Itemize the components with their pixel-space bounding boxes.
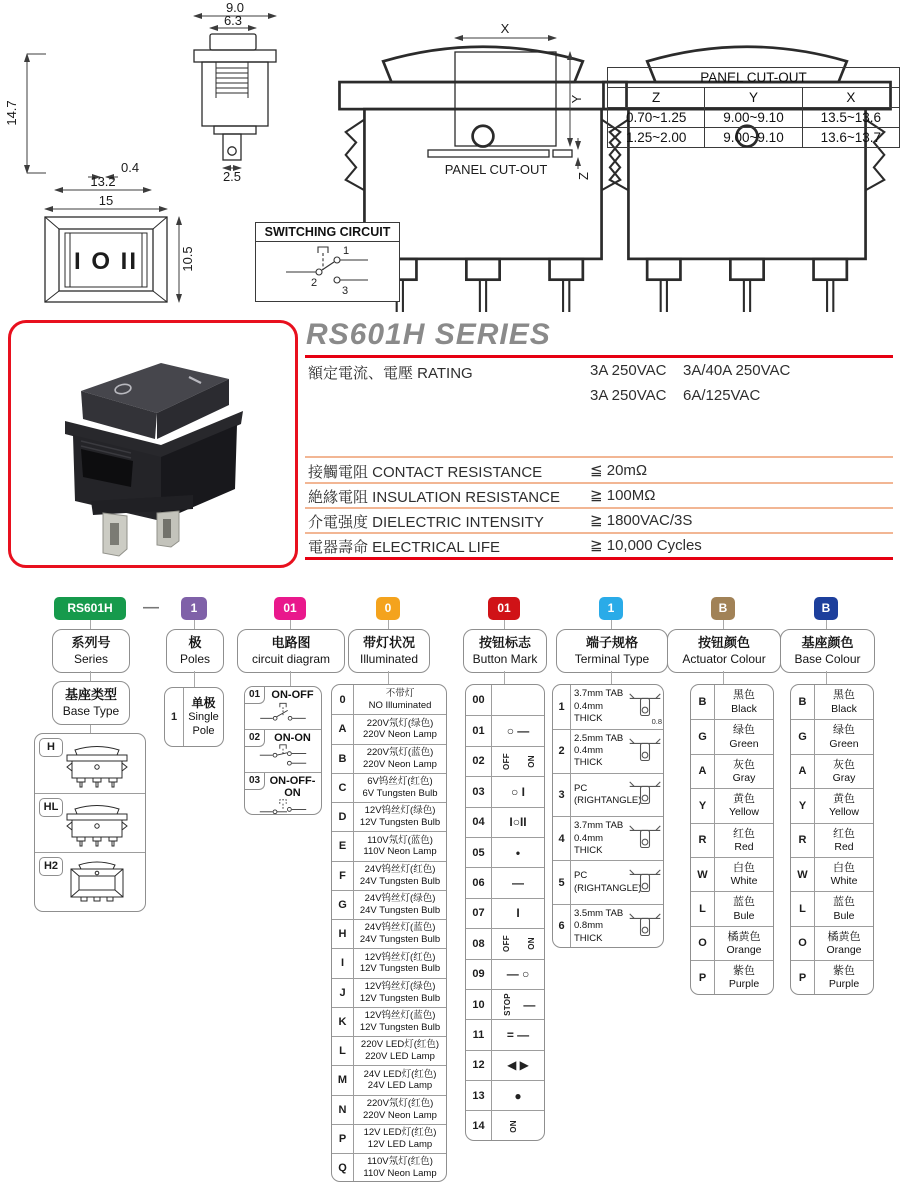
switching-circuit-diagram — [256, 242, 399, 300]
spec-label: 接觸電阻 CONTACT RESISTANCE — [308, 464, 543, 481]
button-mark-row — [466, 776, 544, 806]
terminal-code: 6 — [553, 905, 571, 948]
colour-code: Y — [691, 789, 715, 822]
button-mark-symbol: — ○ — [506, 967, 530, 982]
colour-desc: 白色 White — [730, 861, 758, 888]
button-mark-symbol: = — — [506, 1027, 530, 1042]
illuminated-code: E — [332, 832, 354, 860]
switching-circuit-title: SWITCHING CIRCUIT — [256, 223, 399, 242]
colour-desc: 红色 Red — [833, 827, 855, 853]
button-mark-symbol: • — [515, 845, 521, 860]
label-terminal-cn: 端子规格 — [585, 635, 638, 651]
circuit-code: 03 — [245, 773, 265, 790]
illuminated-code: 0 — [332, 685, 354, 714]
terminal-row: 1 3.7mm TAB 0.4mm THICK 0.8 — [553, 685, 663, 729]
terminal-icon — [627, 735, 663, 768]
colour-row — [791, 823, 873, 857]
button-mark-row — [466, 1050, 544, 1080]
illuminated-desc: 12V钨丝灯(红色) 12V Tungsten Bulb — [359, 951, 441, 975]
colour-row — [791, 926, 873, 960]
label-base-colour — [780, 629, 875, 673]
colour-row — [691, 685, 773, 719]
colour-desc: 黄色 Yellow — [729, 793, 759, 819]
contact-1-label: 1 — [343, 245, 350, 257]
button-mark-code: 03 — [466, 777, 492, 806]
spec-value: ≧ 1800VAC/3S — [590, 512, 693, 529]
illuminated-row — [332, 1065, 446, 1094]
spec-value: ≧ 100MΩ — [590, 487, 656, 504]
panel-cutout-table — [607, 67, 900, 148]
label-series-en: Series — [73, 652, 108, 667]
colour-code: L — [691, 892, 715, 925]
actuator-colour-table — [690, 684, 774, 995]
terminal-icon — [627, 778, 663, 811]
label-base-colour-cn: 基座颜色 — [801, 635, 854, 651]
rating-value: 6A/125VAC — [683, 387, 761, 404]
button-mark-code: 01 — [466, 716, 492, 745]
base-type-cn: 基座类型 — [64, 687, 117, 703]
label-illuminated-en: Illuminated — [359, 652, 419, 667]
code-badge-circuit: 01 — [274, 597, 306, 620]
colour-code: W — [791, 858, 815, 891]
button-mark-row — [466, 867, 544, 897]
colour-code: O — [791, 927, 815, 960]
dim-pin-thickness: 0.4 — [121, 160, 140, 175]
divider — [305, 355, 893, 358]
button-mark-symbol: ○ — — [506, 724, 530, 739]
label-illuminated — [348, 629, 430, 673]
button-mark-row — [466, 1080, 544, 1110]
button-mark-symbol: ◀ ▶ — [507, 1058, 529, 1073]
illuminated-desc: 12V钨丝灯(绿色) 12V Tungsten Bulb — [359, 980, 441, 1004]
terminal-row — [553, 860, 663, 904]
button-mark-code: 09 — [466, 960, 492, 989]
colour-row — [791, 788, 873, 822]
dim-height: 14.7 — [4, 100, 19, 126]
illuminated-row — [332, 685, 446, 714]
label-poles — [166, 629, 224, 673]
table-cell: 0.70~1.25 — [608, 108, 705, 128]
code-badge-series: RS601H — [54, 597, 126, 620]
table-cell: 1.25~2.00 — [608, 128, 705, 148]
rating-value: 3A 250VAC — [590, 387, 667, 404]
illuminated-code: N — [332, 1096, 354, 1124]
switching-circuit-box — [255, 222, 400, 302]
colour-code: R — [791, 824, 815, 857]
circuit-symbol-on-on — [248, 744, 318, 768]
illuminated-desc: 110V氖灯(红色) 110V Neon Lamp — [363, 1156, 437, 1180]
label-actuator-colour-cn: 按钮颜色 — [697, 635, 750, 651]
button-mark-symbol: STOP — — [502, 993, 536, 1017]
colour-desc: 橘黄色 Orange — [726, 930, 762, 957]
label-actuator-colour-en: Actuator Colour — [682, 652, 766, 667]
colour-code: Y — [791, 789, 815, 822]
illuminated-row — [332, 861, 446, 890]
switch-icon — [61, 739, 133, 789]
colour-code: B — [791, 685, 815, 719]
spec-label: 介電强度 DIELECTRIC INTENSITY — [308, 514, 544, 531]
illuminated-row — [332, 802, 446, 831]
illuminated-desc: 110V氖灯(蓝色) 110V Neon Lamp — [363, 834, 437, 858]
colour-row — [691, 719, 773, 753]
label-base-colour-en: Base Colour — [794, 652, 861, 667]
illuminated-row — [332, 948, 446, 977]
terminal-code: 3 — [553, 774, 571, 817]
colour-desc: 橘黄色 Orange — [826, 930, 862, 957]
button-mark-code: 02 — [466, 747, 492, 776]
button-mark-row — [466, 989, 544, 1019]
colour-row — [791, 685, 873, 719]
rating-value: 3A/40A 250VAC — [683, 362, 791, 379]
terminal-code: 4 — [553, 817, 571, 860]
button-mark-row — [466, 685, 544, 715]
rating-value: 3A 250VAC — [590, 362, 667, 379]
base-type-box — [52, 681, 130, 725]
button-mark-row — [466, 898, 544, 928]
button-mark-row — [466, 715, 544, 745]
colour-row — [791, 857, 873, 891]
panel-cutout-caption: PANEL CUT-OUT — [444, 162, 548, 177]
button-mark-row — [466, 928, 544, 958]
circuit-row-on-off-on — [245, 772, 321, 814]
colour-desc: 黄色 Yellow — [829, 793, 859, 819]
terminal-type-table — [552, 684, 664, 948]
contact-2-label: 2 — [311, 277, 318, 289]
colour-row — [691, 891, 773, 925]
colour-desc: 紫色 Purple — [728, 965, 760, 991]
button-mark-code: 00 — [466, 685, 492, 715]
col-header-x: X — [802, 88, 899, 108]
illuminated-code: K — [332, 1008, 354, 1036]
illuminated-desc: 不带灯 NO Illuminated — [368, 687, 432, 711]
colour-row — [791, 754, 873, 788]
illuminated-row — [332, 1095, 446, 1124]
label-poles-cn: 极 — [188, 635, 202, 651]
colour-row — [691, 788, 773, 822]
switch-icon — [61, 857, 133, 907]
illuminated-desc: 12V LED灯(红色) 12V LED Lamp — [363, 1127, 437, 1150]
code-badge-base-colour: B — [814, 597, 838, 620]
terminal-row — [553, 904, 663, 948]
terminal-icon — [627, 910, 663, 943]
illuminated-row — [332, 1153, 446, 1182]
base-type-models-table — [34, 733, 146, 912]
dim-pin-span: 13.2 — [90, 174, 116, 189]
label-button-mark — [463, 629, 547, 673]
illuminated-table — [331, 684, 447, 1182]
colour-code: A — [791, 755, 815, 788]
circuit-symbol-on-off-on — [248, 799, 318, 815]
terminal-desc: 2.5mm TAB 0.4mm THICK — [574, 732, 624, 769]
colour-desc: 黑色 Black — [831, 689, 857, 715]
terminal-desc: 3.7mm TAB 0.4mm THICK — [574, 688, 624, 725]
illuminated-row — [332, 831, 446, 860]
illuminated-desc: 220V氖灯(绿色) 220V Neon Lamp — [363, 717, 437, 741]
circuit-label: ON-ON — [274, 732, 311, 745]
divider — [305, 507, 893, 509]
colour-desc: 白色 White — [830, 861, 858, 888]
button-mark-symbol: ○ I — [511, 784, 525, 799]
col-header-y: Y — [705, 88, 802, 108]
illuminated-row — [332, 744, 446, 773]
button-mark-row — [466, 807, 544, 837]
button-mark-code: 14 — [466, 1111, 492, 1140]
poles-cn: 单极 — [191, 696, 216, 711]
illuminated-row — [332, 890, 446, 919]
model-code-hl: HL — [39, 798, 63, 817]
illuminated-desc: 220V氖灯(蓝色) 220V Neon Lamp — [363, 746, 437, 770]
table-cell: 13.5~13.6 — [802, 108, 899, 128]
dim-face-height: 10.5 — [180, 246, 195, 272]
illuminated-code: A — [332, 715, 354, 743]
button-mark-symbol: OFF ON — [502, 935, 536, 953]
base-colour-table — [790, 684, 874, 995]
colour-desc: 黑色 Black — [731, 689, 757, 715]
illuminated-row — [332, 978, 446, 1007]
illuminated-code: L — [332, 1037, 354, 1065]
rating-label: 額定電流、電壓 RATING — [308, 365, 473, 382]
side-view-drawing — [194, 16, 276, 168]
code-badge-actuator-colour: B — [711, 597, 735, 620]
colour-code: L — [791, 892, 815, 925]
spec-value: ≧ 10,000 Cycles — [590, 537, 702, 554]
switch-icon — [61, 798, 133, 848]
colour-desc: 灰色 Gray — [832, 758, 856, 785]
illuminated-desc: 24V钨丝灯(绿色) 24V Tungsten Bulb — [359, 893, 441, 916]
illuminated-desc: 24V钨丝灯(蓝色) 24V Tungsten Bulb — [359, 922, 441, 946]
illuminated-desc: 220V氖灯(红色) 220V Neon Lamp — [363, 1097, 437, 1121]
poles-en: Single Pole — [188, 711, 219, 738]
circuit-diagram-table — [244, 686, 322, 815]
label-terminal — [556, 629, 668, 673]
illuminated-code: B — [332, 745, 354, 773]
illuminated-code: P — [332, 1125, 354, 1153]
model-code-h2: H2 — [39, 857, 63, 876]
circuit-row-on-on — [245, 729, 321, 771]
button-mark-code: 12 — [466, 1051, 492, 1080]
cutout-x-label: X — [500, 21, 510, 36]
code-badge-terminal: 1 — [599, 597, 623, 620]
table-cell: 9.00~9.10 — [705, 108, 802, 128]
colour-code: R — [691, 824, 715, 857]
terminal-code: 1 — [553, 685, 571, 729]
dim-top-width: 9.0 — [225, 0, 245, 15]
label-actuator-colour — [667, 629, 781, 673]
spec-label: 電器壽命 ELECTRICAL LIFE — [308, 539, 500, 556]
button-mark-symbol: OFF ON — [502, 753, 536, 770]
colour-row — [791, 891, 873, 925]
base-type-en: Base Type — [62, 704, 120, 719]
button-mark-row — [466, 837, 544, 867]
button-mark-row — [466, 1019, 544, 1049]
poles-code: 1 — [165, 688, 184, 746]
illuminated-desc: 12V钨丝灯(蓝色) 12V Tungsten Bulb — [359, 1010, 441, 1033]
contact-3-label: 3 — [342, 285, 349, 297]
colour-row — [791, 960, 873, 994]
model-row-h — [35, 734, 145, 793]
illuminated-code: C — [332, 774, 354, 802]
terminal-icon — [627, 866, 663, 899]
poles-table — [164, 687, 224, 747]
model-row-h2 — [35, 852, 145, 911]
button-mark-symbol: — — [512, 876, 524, 891]
colour-code: P — [791, 961, 815, 994]
illuminated-row — [332, 714, 446, 743]
illuminated-code: H — [332, 920, 354, 948]
illuminated-row — [332, 1036, 446, 1065]
face-marking: I O II — [73, 248, 139, 275]
button-mark-row — [466, 959, 544, 989]
button-mark-code: 13 — [466, 1081, 492, 1110]
circuit-row-on-off — [245, 687, 321, 729]
colour-code: P — [691, 961, 715, 994]
illuminated-desc: 24V钨丝灯(红色) 24V Tungsten Bulb — [359, 863, 441, 887]
colour-row — [691, 857, 773, 891]
button-mark-symbol: ON — [508, 1119, 518, 1133]
circuit-symbol-on-off — [248, 701, 318, 723]
code-badge-illuminated: 0 — [376, 597, 400, 620]
panel-table-title: PANEL CUT-OUT — [608, 68, 900, 88]
button-mark-code: 10 — [466, 990, 492, 1019]
spec-value: ≦ 20mΩ — [590, 462, 648, 479]
colour-code: O — [691, 927, 715, 960]
button-mark-code: 04 — [466, 808, 492, 837]
label-circuit-cn: 电路图 — [271, 635, 311, 651]
cutout-z-label: Z — [576, 172, 591, 180]
circuit-code: 02 — [245, 730, 265, 747]
terminal-row — [553, 816, 663, 860]
illuminated-row — [332, 773, 446, 802]
illuminated-code: G — [332, 891, 354, 919]
terminal-row — [553, 729, 663, 773]
colour-code: A — [691, 755, 715, 788]
colour-row — [691, 823, 773, 857]
colour-desc: 绿色 Green — [829, 724, 859, 750]
terminal-code: 2 — [553, 730, 571, 773]
model-row-hl — [35, 793, 145, 852]
button-mark-row — [466, 746, 544, 776]
illuminated-row — [332, 1124, 446, 1153]
terminal-row — [553, 773, 663, 817]
button-mark-code: 08 — [466, 929, 492, 958]
divider — [305, 456, 893, 458]
dim-face-width: 15 — [98, 193, 114, 208]
illuminated-desc: 12V钨丝灯(绿色) 12V Tungsten Bulb — [359, 805, 441, 829]
code-badge-button-mark: 01 — [488, 597, 520, 620]
dim-top-inner: 6.3 — [223, 13, 243, 28]
colour-desc: 紫色 Purple — [828, 965, 860, 991]
label-illuminated-cn: 带灯状况 — [362, 635, 415, 651]
technical-drawings — [0, 0, 900, 312]
illuminated-desc: 6V钨丝灯(红色) 6V Tungsten Bulb — [362, 776, 438, 799]
terminal-code: 5 — [553, 861, 571, 904]
terminal-desc: PC (RIGHTANGLE) — [574, 870, 642, 894]
divider — [305, 557, 893, 560]
illuminated-code: I — [332, 949, 354, 977]
divider — [305, 532, 893, 534]
code-separator: — — [143, 599, 159, 616]
colour-desc: 蓝色 Bule — [833, 896, 855, 922]
button-mark-row — [466, 1110, 544, 1140]
colour-desc: 红色 Red — [733, 827, 755, 853]
colour-desc: 蓝色 Bule — [733, 896, 755, 922]
button-mark-code: 11 — [466, 1020, 492, 1049]
label-terminal-en: Terminal Type — [574, 652, 650, 667]
product-photo — [11, 323, 289, 559]
button-mark-symbol: I○II — [509, 815, 527, 830]
series-title: RS601H SERIES — [306, 318, 551, 351]
label-button-mark-en: Button Mark — [472, 652, 538, 667]
illuminated-desc: 220V LED灯(红色) 220V LED Lamp — [360, 1039, 440, 1063]
terminal-desc: PC (RIGHTANGLE) — [574, 782, 642, 806]
illuminated-code: M — [332, 1066, 354, 1094]
product-photo-frame — [8, 320, 298, 568]
label-poles-en: Poles — [179, 652, 211, 667]
circuit-label: ON-OFF — [271, 689, 314, 701]
dim-terminal-width: 2.5 — [222, 169, 242, 184]
colour-row — [691, 926, 773, 960]
colour-row — [691, 754, 773, 788]
circuit-code: 01 — [245, 687, 265, 704]
code-badge-poles: 1 — [181, 597, 207, 620]
illuminated-row — [332, 1007, 446, 1036]
colour-desc: 绿色 Green — [729, 724, 759, 750]
colour-code: B — [691, 685, 715, 719]
button-mark-symbol — [492, 685, 544, 715]
colour-row — [791, 719, 873, 753]
model-code-h: H — [39, 738, 63, 757]
label-series — [52, 629, 130, 673]
button-mark-table — [465, 684, 545, 1141]
colour-code: G — [691, 720, 715, 753]
illuminated-code: Q — [332, 1154, 354, 1182]
button-mark-symbol: ● — [514, 1088, 522, 1103]
colour-code: W — [691, 858, 715, 891]
col-header-z: Z — [608, 88, 705, 108]
colour-desc: 灰色 Gray — [732, 758, 756, 785]
button-mark-code: 05 — [466, 838, 492, 867]
table-cell: 13.6~13.7 — [802, 128, 899, 148]
terminal-desc: 3.5mm TAB 0.8mm THICK — [574, 907, 624, 944]
illuminated-code: D — [332, 803, 354, 831]
colour-row — [691, 960, 773, 994]
circuit-label: ON-OFF-ON — [269, 774, 316, 799]
label-circuit-en: circuit diagram — [251, 652, 331, 667]
illuminated-desc: 24V LED灯(红色) 24V LED Lamp — [363, 1068, 437, 1092]
spec-label: 絶緣電阻 INSULATION RESISTANCE — [308, 489, 560, 506]
illuminated-code: J — [332, 979, 354, 1007]
panel-cutout-sketch — [428, 38, 578, 169]
label-series-cn: 系列号 — [71, 635, 111, 651]
button-mark-code: 07 — [466, 899, 492, 928]
label-button-mark-cn: 按钮标志 — [478, 635, 531, 651]
divider — [305, 482, 893, 484]
button-mark-code: 06 — [466, 868, 492, 897]
colour-code: G — [791, 720, 815, 753]
table-cell: 9.00~9.10 — [705, 128, 802, 148]
terminal-icon — [627, 822, 663, 855]
button-mark-symbol: I — [516, 906, 520, 921]
illuminated-row — [332, 919, 446, 948]
illuminated-code: F — [332, 862, 354, 890]
cutout-y-label: Y — [569, 94, 584, 104]
label-circuit — [237, 629, 345, 673]
terminal-desc: 3.7mm TAB 0.4mm THICK — [574, 820, 624, 856]
